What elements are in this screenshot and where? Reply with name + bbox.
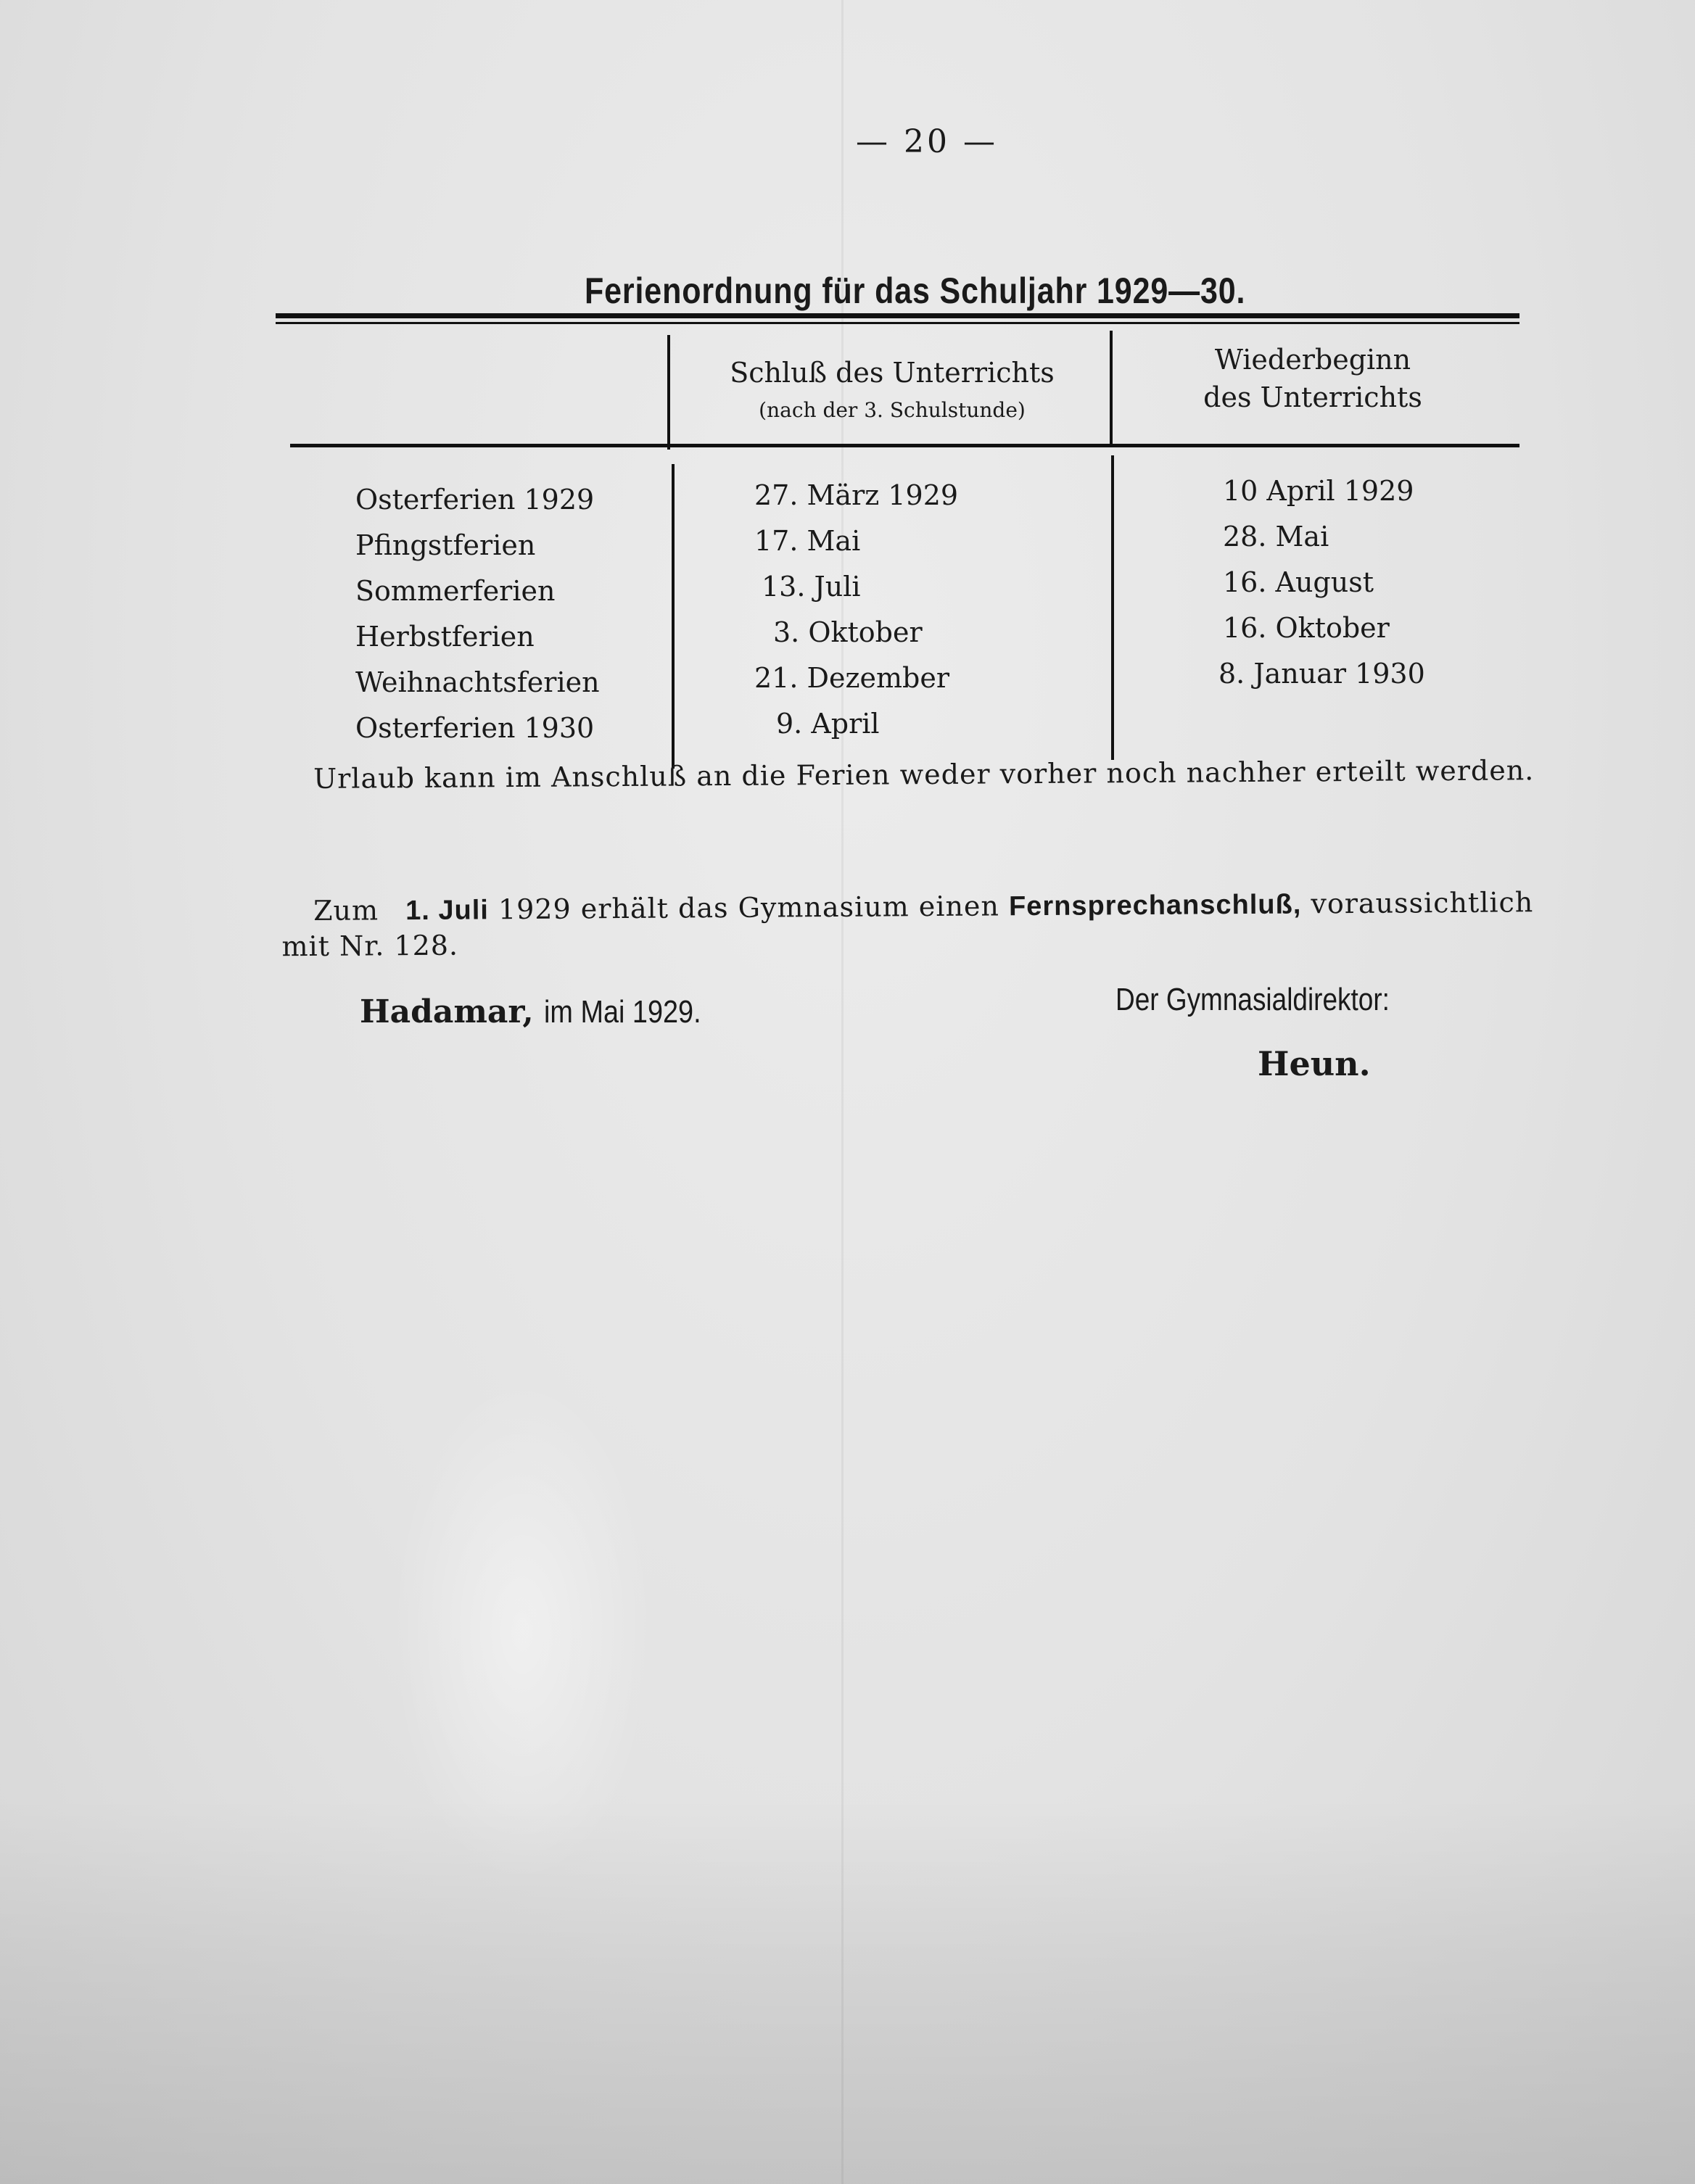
leave-notice: Urlaub kann im Anschluß an die Ferien weder vorher noch nachher erteilt werden.	[313, 754, 1535, 795]
phone-keyword: Fernsprechanschluß,	[1008, 889, 1302, 922]
table-cell-end: 21. Dezember	[754, 662, 949, 694]
table-cell-name: Sommerferien	[355, 575, 556, 607]
signature-date: im Mai 1929.	[543, 994, 701, 1030]
column-header-end-sublabel: (nach der 3. Schulstunde)	[759, 398, 1026, 422]
column-divider-1-body	[672, 464, 675, 769]
table-cell-name: Osterferien 1930	[355, 712, 595, 744]
phone-middle: 1929 erhält das Gymnasium einen	[498, 890, 1000, 926]
table-header-rule	[290, 444, 1519, 447]
page-number: — 20 —	[856, 123, 998, 160]
table-cell-end: 9. April	[776, 708, 880, 740]
holiday-name-column	[355, 477, 660, 751]
column-header-end	[682, 354, 1102, 429]
signature-place: Hadamar,	[360, 993, 534, 1030]
table-cell-resume: 28. Mai	[1223, 521, 1329, 553]
table-cell-name: Osterferien 1929	[355, 484, 595, 516]
table-cell-end: 13. Juli	[762, 571, 861, 603]
column-divider-1	[667, 335, 670, 450]
column-header-resume-label-1: Wiederbeginn	[1214, 344, 1411, 376]
column-divider-2	[1110, 331, 1113, 447]
table-cell-end: 3. Oktober	[773, 616, 923, 648]
signature-role: Der Gymnasialdirektor:	[1115, 982, 1390, 1017]
phone-date: 1. Juli	[405, 895, 490, 927]
column-header-resume	[1124, 341, 1501, 416]
table-cell-end: 17. Mai	[754, 525, 861, 557]
table-top-rule-thin	[276, 322, 1519, 324]
phone-suffix: voraussichtlich	[1311, 886, 1534, 920]
signature-place-date	[360, 993, 727, 1030]
column-divider-2-body	[1111, 455, 1114, 760]
phone-notice	[281, 885, 1547, 964]
table-top-rule	[276, 313, 1519, 318]
page-title: Ferienordnung für das Schuljahr 1929—30.	[585, 270, 1246, 311]
table-cell-resume: 16. August	[1223, 566, 1374, 598]
paper-shadow	[0, 1798, 1695, 2184]
table-cell-name: Weihnachtsferien	[355, 666, 600, 698]
table-cell-name: Pfingstferien	[355, 529, 536, 561]
table-cell-resume: 8. Januar 1930	[1218, 658, 1425, 690]
table-cell-name: Herbstferien	[355, 621, 535, 653]
column-header-end-label: Schluß des Unterrichts	[730, 357, 1055, 389]
resume-date-column	[1218, 468, 1513, 697]
phone-notice-line-2: mit Nr. 128.	[281, 929, 459, 963]
table-cell-resume: 10 April 1929	[1223, 475, 1414, 507]
table-cell-end: 27. März 1929	[754, 479, 959, 511]
end-date-column	[754, 473, 1095, 747]
phone-prefix: Zum	[313, 894, 379, 927]
column-header-resume-label-2: des Unterrichts	[1203, 381, 1422, 413]
signature-name: Heun.	[1258, 1044, 1371, 1083]
table-cell-resume: 16. Oktober	[1223, 612, 1390, 644]
